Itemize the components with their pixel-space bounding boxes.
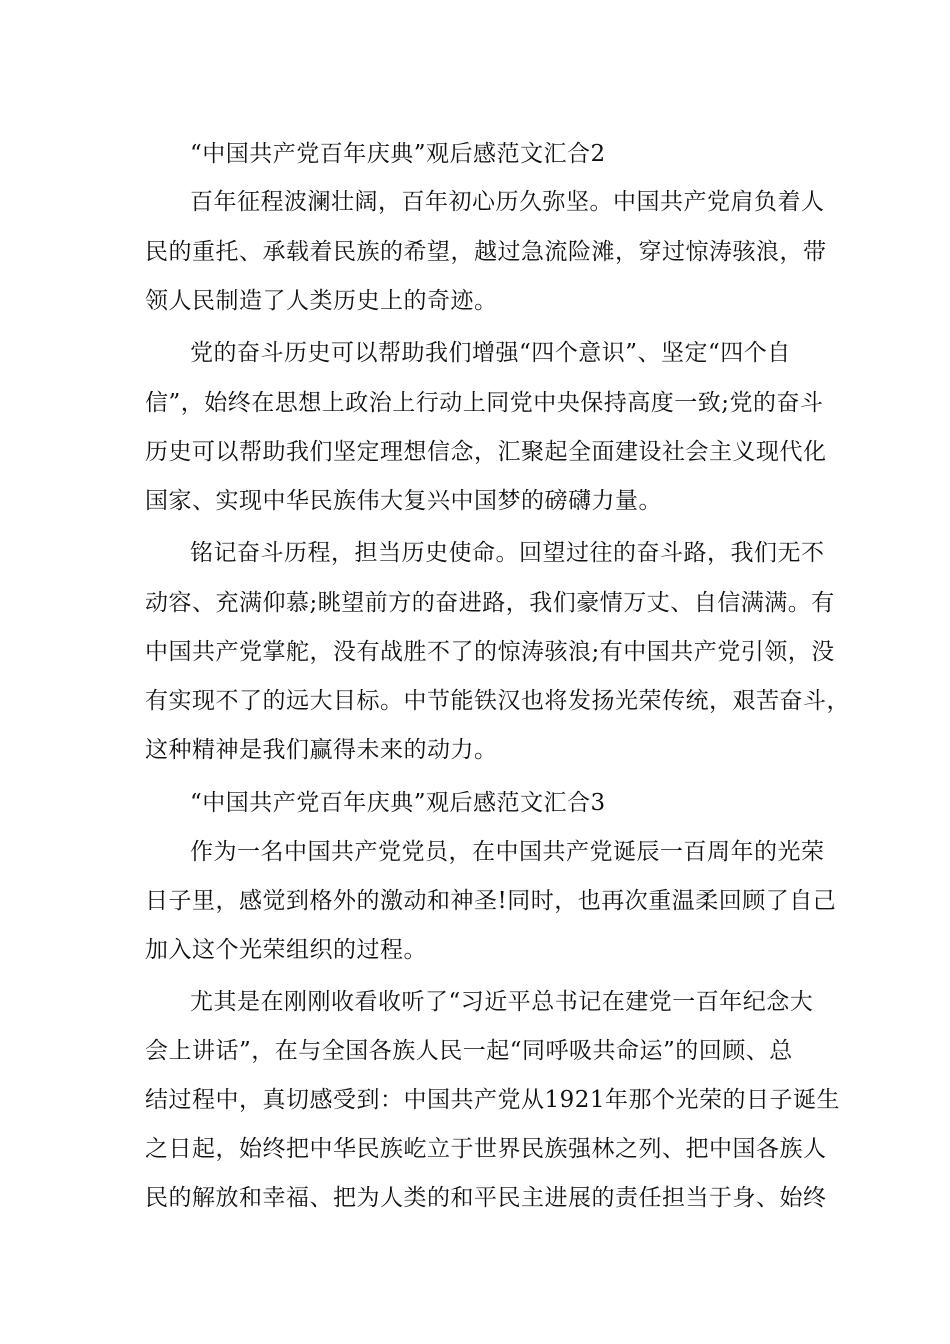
section-heading: “中国共产党百年庆典”观后感范文汇合2 [190, 141, 606, 167]
paragraph-line: 中国共产党掌舵，没有战胜不了的惊涛骇浪;有中国共产党引领，没 [145, 639, 835, 665]
paragraph-line: 加入这个光荣组织的过程。 [145, 937, 427, 963]
paragraph-line: 有实现不了的远大目标。中节能铁汉也将发扬光荣传统，艰苦奋斗， [145, 688, 850, 714]
paragraph-line: 会上讲话”，在与全国各族人民一起“同呼吸共命运”的回顾、总 [145, 1038, 793, 1064]
paragraph-line: 民的重托、承载着民族的希望，越过急流险滩，穿过惊涛骇浪，带 [145, 239, 827, 265]
paragraph-line: 民的解放和幸福、把为人类的和平民主进展的责任担当于身、始终 [145, 1185, 827, 1211]
paragraph-line: 日子里，感觉到格外的激动和神圣!同时，也再次重温柔回顾了自己 [145, 888, 837, 914]
paragraph-line: 铭记奋斗历程，担当历史使命。回望过往的奋斗路，我们无不 [190, 540, 825, 566]
paragraph-line: 信”，始终在思想上政治上行动上同党中央保持高度一致;党的奋斗 [145, 390, 824, 416]
paragraph-line: 党的奋斗历史可以帮助我们增强“四个意识”、坚定“四个自 [190, 340, 791, 366]
paragraph-line: 领人民制造了人类历史上的奇迹。 [145, 288, 498, 314]
paragraph-line: 结过程中，真切感受到：中国共产党从1921年那个光荣的日子诞生 [145, 1087, 841, 1113]
paragraph-line: 尤其是在刚刚收看收听了“习近平总书记在建党一百年纪念大 [190, 989, 814, 1015]
paragraph-line: 历史可以帮助我们坚定理想信念，汇聚起全面建设社会主义现代化 [145, 439, 827, 465]
paragraph-line: 百年征程波澜壮阔，百年初心历久弥坚。中国共产党肩负着人 [190, 189, 825, 215]
section-heading: “中国共产党百年庆典”观后感范文汇合3 [190, 790, 606, 816]
paragraph-line: 国家、实现中华民族伟大复兴中国梦的磅礴力量。 [145, 488, 662, 514]
paragraph-line: 动容、充满仰慕;眺望前方的奋进路，我们豪情万丈、自信满满。有 [145, 590, 835, 616]
paragraph-line: 之日起，始终把中华民族屹立于世界民族强林之列、把中国各族人 [145, 1136, 827, 1162]
paragraph-line: 这种精神是我们赢得未来的动力。 [145, 737, 498, 763]
paragraph-line: 作为一名中国共产党党员，在中国共产党诞辰一百周年的光荣 [190, 839, 825, 865]
